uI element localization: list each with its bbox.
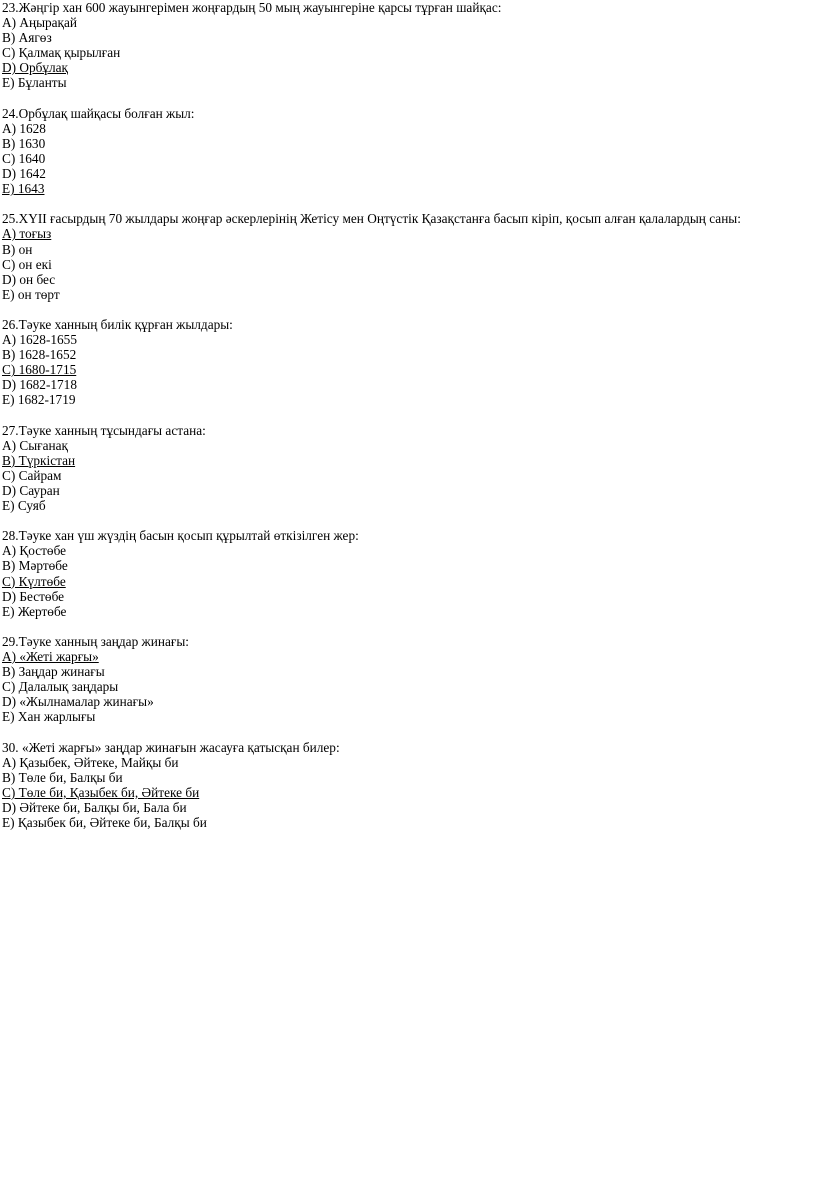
answer-option [2,347,812,362]
answer-option-label: E) 1643 [2,181,45,197]
answer-option-label: D) Әйтеке би, Балқы би, Бала би [2,799,187,815]
answer-option [2,589,812,604]
question-text: 28.Тәуке хан үш жүздің басын қосып құрылтай өткізілген жер: [2,528,359,544]
answer-option [2,543,812,558]
answer-option [2,664,812,679]
answer-option [2,770,812,785]
answer-option-label: D) 1642 [2,166,46,182]
answer-option-label: D) Орбұлақ [2,60,69,76]
answer-option-correct [2,574,812,589]
answer-option-label: E) Бұланты [2,75,67,91]
answer-option [2,755,812,770]
answer-option-label: E) Хан жарлығы [2,709,96,725]
answer-option [2,377,812,392]
answer-option-label: B) он [2,241,33,257]
answer-option-label: B) Заңдар жинағы [2,664,105,680]
answer-option [2,257,812,272]
answer-option-label: A) 1628 [2,120,46,136]
answer-option [2,15,812,30]
question-text: 26.Тәуке ханның билік құрған жылдары: [2,316,233,332]
answer-option [2,392,812,407]
answer-option [2,438,812,453]
answer-option-label: A) 1628-1655 [2,332,77,348]
answer-option-label: C) 1640 [2,150,46,166]
question-text: 30. «Жеті жарғы» заңдар жинағын жасауға қатысқан билер: [2,739,340,755]
question-text: 24.Орбұлақ шайқасы болған жыл: [2,105,195,121]
answer-option-label: B) Мәртөбе [2,558,68,574]
answer-option-label: C) Күлтөбе [2,573,66,589]
answer-option-correct [2,453,812,468]
answer-option-label: A) Қостөбе [2,543,67,559]
answer-option [2,709,812,724]
answer-option-label: B) 1628-1652 [2,347,77,363]
question-block [2,106,812,197]
answer-option-label: E) Жертөбе [2,603,67,619]
answer-option [2,287,812,302]
answer-option [2,75,812,90]
answer-option [2,332,812,347]
answer-option [2,242,812,257]
question-block [2,317,812,408]
answer-option-correct [2,181,812,196]
answer-option-label: E) он төрт [2,286,60,302]
answer-option [2,800,812,815]
answer-option-label: A) «Жеті жарғы» [2,649,99,665]
answer-option [2,30,812,45]
answer-option [2,604,812,619]
answer-option [2,45,812,60]
answer-option-label: A) Қазыбек, Әйтеке, Майқы би [2,754,179,770]
question-block [2,634,812,725]
answer-option-label: C) 1680-1715 [2,362,77,378]
answer-option-label: C) Далалық заңдары [2,679,119,695]
question-block [2,0,812,91]
answer-option-label: D) он бес [2,271,56,287]
answer-option [2,483,812,498]
question-block [2,211,812,302]
answer-option-label: E) Суяб [2,498,46,514]
answer-option-label: B) Төле би, Балқы би [2,769,123,785]
question-text: 29.Тәуке ханның заңдар жинағы: [2,633,189,649]
answer-option [2,815,812,830]
answer-option-label: D) 1682-1718 [2,377,77,393]
answer-option-label: C) он екі [2,256,52,272]
answer-option [2,272,812,287]
answer-option-label: A) Аңырақай [2,15,78,31]
answer-option [2,121,812,136]
answer-option [2,558,812,573]
answer-option-label: C) Төле би, Қазыбек би, Әйтеке би [2,784,200,800]
answer-option-label: E) Қазыбек би, Әйтеке би, Балқы би [2,815,207,831]
answer-option-label: D) «Жылнамалар жинағы» [2,694,154,710]
question-block [2,423,812,514]
answer-option-label: A) Сығанақ [2,437,68,453]
answer-option [2,694,812,709]
question-block [2,528,812,619]
answer-option-label: B) Аягөз [2,30,52,46]
answer-option-correct [2,785,812,800]
answer-option [2,679,812,694]
answer-option [2,166,812,181]
answer-option [2,136,812,151]
answer-option-label: D) Сауран [2,483,60,498]
answer-option-correct [2,649,812,664]
answer-option-correct [2,60,812,75]
answer-option-correct [2,226,812,241]
question-block [2,740,812,831]
question-text: 25.XYII ғасырдың 70 жылдары жоңғар әскерлерінің Жетісу мен Оңтүстік Қазақстанға басып кіріп, қосып алған қалалардың саны: [2,211,741,227]
answer-option-label: A) тоғыз [2,226,52,242]
answer-option [2,151,812,166]
answer-option-label: E) 1682-1719 [2,392,76,408]
answer-option-label: B) 1630 [2,135,46,151]
answer-option-label: C) Қалмақ қырылған [2,45,121,61]
answer-option [2,498,812,513]
answer-option-label: C) Сайрам [2,467,62,483]
quiz-document [2,0,812,845]
answer-option-label: D) Бестөбе [2,588,65,604]
question-text: 27.Тәуке ханның тұсындағы астана: [2,422,206,438]
answer-option-correct [2,362,812,377]
question-text: 23.Жәңгір хан 600 жауынгерімен жоңғардың 50 мың жауынгеріне қарсы тұрған шайқас: [2,0,502,15]
answer-option [2,468,812,483]
answer-option-label: B) Түркістан [2,452,76,468]
